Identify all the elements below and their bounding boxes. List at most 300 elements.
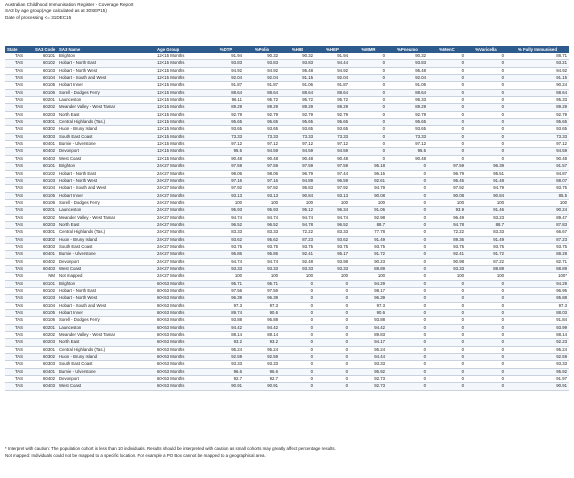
cell-sa3-code: 60103: [33, 177, 57, 184]
cell-varicella: 0: [466, 89, 506, 96]
cell-sa3-code: 60106: [33, 199, 57, 206]
cell-sa3-code: 60103: [33, 295, 57, 302]
cell-pneumo: 95.5: [387, 148, 428, 155]
cell-varicella: 0: [466, 148, 506, 155]
cell-mmr: 94.17: [350, 339, 387, 346]
cell-state: TAS: [5, 89, 33, 96]
cell-polio: 95.71: [244, 280, 280, 287]
cell-sa3-code: 60402: [33, 258, 57, 265]
cell-hep: 83.33: [315, 229, 350, 236]
cell-state: TAS: [5, 361, 33, 368]
cell-state: TAS: [5, 339, 33, 346]
cell-sa3-name: North East: [57, 111, 155, 118]
cell-dtp: 94.74: [208, 214, 244, 221]
cell-fully-immunised: 95.24: [506, 346, 569, 353]
cell-hib: 94.89: [280, 177, 315, 184]
cell-fully-immunised: 93.75: [506, 243, 569, 250]
cell-dtp: 93.33: [208, 361, 244, 368]
cell-sa3-code: 60203: [33, 339, 57, 346]
cell-sa3-code: 60202: [33, 104, 57, 111]
cell-sa3-code: 60401: [33, 141, 57, 148]
cell-polio: 93.33: [244, 361, 280, 368]
cell-pneumo: 90.32: [387, 53, 428, 60]
cell-hep: 0: [315, 310, 350, 317]
cell-state: TAS: [5, 214, 33, 221]
cell-varicella: 0: [466, 324, 506, 331]
cell-hep: 97.92: [315, 185, 350, 192]
cell-sa3-name: Sorell - Dodges Ferry: [57, 199, 155, 206]
cell-polio: 93.65: [244, 126, 280, 133]
cell-polio: 93.75: [244, 243, 280, 250]
cell-hep: 94.92: [315, 67, 350, 74]
cell-polio: 97.3: [244, 302, 280, 309]
table-row: [5, 376, 569, 383]
cell-sa3-name: Central Highlands (Tas.): [57, 229, 155, 236]
cell-fully-immunised: 88.28: [506, 251, 569, 258]
table-row: [5, 368, 569, 375]
cell-dtp: 95.5: [208, 148, 244, 155]
cell-age-group: 12<15 Months: [155, 133, 208, 140]
cell-menc: 100: [428, 199, 466, 206]
cell-pneumo: 95.65: [387, 119, 428, 126]
cell-sa3-code: 60106: [33, 89, 57, 96]
cell-mmr: 95.18: [350, 163, 387, 170]
cell-fully-immunised: 100*: [506, 273, 569, 280]
cell-polio: 95.24: [244, 346, 280, 353]
cell-dtp: 97.12: [208, 141, 244, 148]
cell-mmr: 95.24: [350, 346, 387, 353]
cell-hep: 0: [315, 383, 350, 390]
cell-hep: 93.33: [315, 265, 350, 272]
cell-fully-immunised: 92.23: [506, 339, 569, 346]
cell-polio: 92.59: [244, 354, 280, 361]
cell-polio: 89.29: [244, 104, 280, 111]
col-header-sa3-name: SA3 Name: [57, 46, 155, 53]
cell-age-group: 12<15 Months: [155, 155, 208, 162]
cell-age-group: 60<63 Months: [155, 376, 208, 383]
cell-hep: 91.87: [315, 82, 350, 89]
cell-varicella: 0: [466, 310, 506, 317]
cell-state: TAS: [5, 288, 33, 295]
report-header: [5, 2, 133, 21]
table-row: [5, 317, 569, 324]
cell-fully-immunised: 89.29: [506, 104, 569, 111]
cell-state: TAS: [5, 67, 33, 74]
cell-sa3-code: 60202: [33, 214, 57, 221]
cell-dtp: 98.06: [208, 170, 244, 177]
cell-hep: 97.44: [315, 170, 350, 177]
cell-age-group: 60<63 Months: [155, 346, 208, 353]
cell-state: TAS: [5, 302, 33, 309]
cell-varicella: 93.23: [466, 214, 506, 221]
cell-fully-immunised: 95.65: [506, 119, 569, 126]
cell-sa3-name: West Coast: [57, 383, 155, 390]
cell-sa3-code: 60201: [33, 97, 57, 104]
cell-fully-immunised: 82.71: [506, 258, 569, 265]
cell-state: TAS: [5, 82, 33, 89]
cell-fully-immunised: 88.03: [506, 310, 569, 317]
cell-menc: 0: [428, 82, 466, 89]
cell-hib: 72.22: [280, 229, 315, 236]
report-title: Australian Childhood Immunisation Register - Coverage Report: [5, 2, 134, 7]
table-row: [5, 163, 569, 170]
cell-mmr: 0: [350, 141, 387, 148]
cell-varicella: 100: [466, 273, 506, 280]
cell-dtp: 93.62: [208, 236, 244, 243]
cell-polio: 94.59: [244, 148, 280, 155]
cell-fully-immunised: 88.64: [506, 89, 569, 96]
cell-state: TAS: [5, 310, 33, 317]
cell-sa3-code: 60102: [33, 288, 57, 295]
cell-age-group: 24<27 Months: [155, 251, 208, 258]
cell-state: TAS: [5, 133, 33, 140]
table-row: [5, 133, 569, 140]
cell-age-group: 24<27 Months: [155, 185, 208, 192]
table-row: [5, 192, 569, 199]
cell-menc: 0: [428, 67, 466, 74]
cell-pneumo: 0: [387, 258, 428, 265]
cell-menc: 96.79: [428, 170, 466, 177]
cell-fully-immunised: 92.79: [506, 111, 569, 118]
cell-hep: 0: [315, 302, 350, 309]
cell-fully-immunised: 94.87: [506, 170, 569, 177]
cell-dtp: 97.16: [208, 177, 244, 184]
cell-mmr: 91.49: [350, 236, 387, 243]
cell-dtp: 95.86: [208, 251, 244, 258]
cell-state: TAS: [5, 229, 33, 236]
cell-fully-immunised: 93.65: [506, 126, 569, 133]
cell-menc: 0: [428, 148, 466, 155]
table-row: [5, 354, 569, 361]
cell-polio: 97.16: [244, 177, 280, 184]
cell-dtp: 93.13: [208, 192, 244, 199]
cell-pneumo: 90.48: [387, 155, 428, 162]
cell-hep: 93.75: [315, 243, 350, 250]
cell-sa3-name: Burnie - Ulverstone: [57, 368, 155, 375]
cell-mmr: 0: [350, 148, 387, 155]
cell-varicella: 0: [466, 376, 506, 383]
cell-fully-immunised: 87.83: [506, 221, 569, 228]
cell-polio: 92.7: [244, 376, 280, 383]
cell-hib: 0: [280, 368, 315, 375]
cell-hib: 0: [280, 324, 315, 331]
cell-polio: 88.14: [244, 332, 280, 339]
cell-dtp: 92.04: [208, 75, 244, 82]
cell-fully-immunised: 91.15: [506, 75, 569, 82]
cell-dtp: 94.92: [208, 67, 244, 74]
cell-fully-immunised: 88.14: [506, 332, 569, 339]
cell-mmr: 77.78: [350, 229, 387, 236]
cell-sa3-name: Hobart Inner: [57, 310, 155, 317]
cell-sa3-name: South East Coast: [57, 361, 155, 368]
cell-sa3-name: Hobart - North West: [57, 67, 155, 74]
cell-menc: 0: [428, 295, 466, 302]
cell-age-group: 24<27 Months: [155, 229, 208, 236]
cell-state: TAS: [5, 317, 33, 324]
cell-sa3-name: Meander Valley - West Tamar: [57, 214, 155, 221]
cell-hep: 0: [315, 361, 350, 368]
cell-state: TAS: [5, 170, 33, 177]
col-header-state: State: [5, 46, 33, 53]
cell-hep: 88.64: [315, 89, 350, 96]
cell-age-group: 12<15 Months: [155, 141, 208, 148]
cell-dtp: 96.6: [208, 368, 244, 375]
cell-state: TAS: [5, 207, 33, 214]
cell-varicella: 0: [466, 295, 506, 302]
cell-fully-immunised: 96.95: [506, 288, 569, 295]
cell-menc: 0: [428, 332, 466, 339]
cell-hib: 0: [280, 310, 315, 317]
cell-varicella: 0: [466, 133, 506, 140]
table-row: [5, 280, 569, 287]
cell-hep: 91.94: [315, 53, 350, 60]
cell-dtp: 94.42: [208, 324, 244, 331]
cell-dtp: 95.93: [208, 207, 244, 214]
cell-fully-immunised: 94.29: [506, 280, 569, 287]
cell-hib: 90.48: [280, 155, 315, 162]
cell-polio: 92.79: [244, 111, 280, 118]
cell-pneumo: 0: [387, 170, 428, 177]
cell-polio: 94.92: [244, 67, 280, 74]
cell-hib: 88.64: [280, 89, 315, 96]
cell-pneumo: 88.64: [387, 89, 428, 96]
cell-varicella: 88.89: [466, 265, 506, 272]
cell-dtp: 93.88: [208, 317, 244, 324]
cell-fully-immunised: 90.48: [506, 155, 569, 162]
cell-polio: 92.04: [244, 75, 280, 82]
cell-varicella: 0: [466, 317, 506, 324]
cell-age-group: 60<63 Months: [155, 302, 208, 309]
cell-varicella: 90.84: [466, 192, 506, 199]
cell-varicella: 0: [466, 332, 506, 339]
cell-mmr: 100: [350, 199, 387, 206]
cell-varicella: 0: [466, 368, 506, 375]
cell-fully-immunised: 93.75: [506, 185, 569, 192]
col-header-fully-immunised: % Fully Immunised: [506, 46, 569, 53]
cell-hib: 90.32: [280, 53, 315, 60]
cell-sa3-code: 60105: [33, 82, 57, 89]
cell-age-group: 24<27 Months: [155, 207, 208, 214]
cell-hib: 0: [280, 383, 315, 390]
cell-varicella: 0: [466, 53, 506, 60]
cell-pneumo: 0: [387, 236, 428, 243]
cell-dtp: 96.52: [208, 221, 244, 228]
cell-fully-immunised: 91.97: [506, 376, 569, 383]
cell-polio: 93.13: [244, 192, 280, 199]
cell-varicella: 0: [466, 288, 506, 295]
cell-polio: 98.06: [244, 170, 280, 177]
cell-polio: 90.48: [244, 155, 280, 162]
cell-state: TAS: [5, 60, 33, 67]
cell-sa3-name: Huon - Bruny Island: [57, 126, 155, 133]
cell-hep: 95.17: [315, 251, 350, 258]
cell-age-group: 24<27 Months: [155, 221, 208, 228]
cell-dtp: 97.56: [208, 288, 244, 295]
cell-hib: 94.59: [280, 148, 315, 155]
cell-pneumo: 95.33: [387, 97, 428, 104]
cell-sa3-code: NM: [33, 273, 57, 280]
table-row: [5, 104, 569, 111]
cell-polio: 95.93: [244, 207, 280, 214]
cell-sa3-name: Sorell - Dodges Ferry: [57, 317, 155, 324]
cell-polio: 96.52: [244, 221, 280, 228]
cell-dtp: 97.3: [208, 302, 244, 309]
cell-polio: 95.86: [244, 251, 280, 258]
table-row: [5, 119, 569, 126]
cell-sa3-name: Hobart Inner: [57, 82, 155, 89]
cell-sa3-name: Launceston: [57, 97, 155, 104]
cell-polio: 94.74: [244, 258, 280, 265]
col-header-hep: %HEP: [315, 46, 350, 53]
cell-sa3-name: Devonport: [57, 376, 155, 383]
cell-menc: 0: [428, 368, 466, 375]
cell-sa3-code: 60201: [33, 207, 57, 214]
cell-menc: 0: [428, 280, 466, 287]
cell-varicella: 0: [466, 155, 506, 162]
cell-sa3-code: 60202: [33, 332, 57, 339]
cell-sa3-code: 60104: [33, 185, 57, 192]
cell-polio: 93.33: [244, 265, 280, 272]
cell-age-group: 24<27 Months: [155, 163, 208, 170]
cell-hib: 93.75: [280, 243, 315, 250]
col-header-dtp: %DTP: [208, 46, 244, 53]
cell-menc: 0: [428, 317, 466, 324]
col-header-hib: %HIB: [280, 46, 315, 53]
cell-hep: 0: [315, 280, 350, 287]
cell-menc: 97.59: [428, 163, 466, 170]
cell-dtp: 90.48: [208, 155, 244, 162]
cell-menc: 0: [428, 376, 466, 383]
table-row: [5, 236, 569, 243]
cell-sa3-name: Hobart - North East: [57, 288, 155, 295]
cell-mmr: 91.72: [350, 251, 387, 258]
cell-varicella: 0: [466, 67, 506, 74]
cell-age-group: 24<27 Months: [155, 236, 208, 243]
table-row: [5, 148, 569, 155]
cell-age-group: 24<27 Months: [155, 258, 208, 265]
cell-age-group: 60<63 Months: [155, 295, 208, 302]
cell-fully-immunised: 95.33: [506, 97, 569, 104]
cell-age-group: 24<27 Months: [155, 199, 208, 206]
cell-mmr: 93.75: [350, 243, 387, 250]
cell-age-group: 60<63 Months: [155, 324, 208, 331]
cell-mmr: 0: [350, 155, 387, 162]
cell-sa3-code: 60303: [33, 361, 57, 368]
cell-age-group: 60<63 Months: [155, 361, 208, 368]
cell-hep: 93.62: [315, 236, 350, 243]
cell-varicella: 0: [466, 126, 506, 133]
cell-mmr: 98.17: [350, 288, 387, 295]
cell-polio: 97.56: [244, 288, 280, 295]
cell-polio: 93.83: [244, 60, 280, 67]
cell-state: TAS: [5, 119, 33, 126]
cell-polio: 96.6: [244, 368, 280, 375]
cell-sa3-code: 60403: [33, 265, 57, 272]
cell-sa3-code: 60301: [33, 119, 57, 126]
cell-fully-immunised: 89.47: [506, 214, 569, 221]
cell-sa3-code: 60104: [33, 302, 57, 309]
cell-sa3-name: West Coast: [57, 265, 155, 272]
cell-pneumo: 0: [387, 185, 428, 192]
cell-sa3-name: Meander Valley - West Tamar: [57, 332, 155, 339]
cell-sa3-code: 60303: [33, 243, 57, 250]
report-subtitle: SA3 by age group(Age calculated as at 30SEP15): [5, 8, 107, 14]
cell-varicella: 0: [466, 302, 506, 309]
cell-polio: 96.39: [244, 295, 280, 302]
cell-hep: 100: [315, 273, 350, 280]
cell-hep: 0: [315, 376, 350, 383]
cell-age-group: 12<15 Months: [155, 111, 208, 118]
cell-hep: 0: [315, 324, 350, 331]
col-header-menc: %MenC: [428, 46, 466, 53]
cell-fully-immunised: 100: [506, 199, 569, 206]
cell-varicella: 87.22: [466, 258, 506, 265]
cell-hep: 100: [315, 199, 350, 206]
cell-fully-immunised: 95.88: [506, 295, 569, 302]
cell-pneumo: 97.12: [387, 141, 428, 148]
cell-state: TAS: [5, 258, 33, 265]
cell-mmr: 94.29: [350, 280, 387, 287]
col-header-polio: %Polio: [244, 46, 280, 53]
cell-mmr: 0: [350, 89, 387, 96]
cell-dtp: 96.39: [208, 295, 244, 302]
cell-sa3-name: Hobart - South and West: [57, 302, 155, 309]
cell-mmr: 96.39: [350, 295, 387, 302]
cell-hib: 91.15: [280, 75, 315, 82]
cell-sa3-name: Burnie - Ulverstone: [57, 141, 155, 148]
cell-mmr: 90.6: [350, 310, 387, 317]
cell-state: TAS: [5, 354, 33, 361]
cell-varicella: 0: [466, 104, 506, 111]
cell-age-group: 12<15 Months: [155, 67, 208, 74]
cell-hib: 0: [280, 346, 315, 353]
cell-sa3-code: 60302: [33, 236, 57, 243]
table-row: [5, 324, 569, 331]
cell-state: TAS: [5, 324, 33, 331]
cell-polio: 91.87: [244, 82, 280, 89]
cell-mmr: 88.7: [350, 221, 387, 228]
table-row: [5, 67, 569, 74]
processing-date: Date of processing <= 31DEC15: [5, 14, 72, 20]
cell-pneumo: 73.33: [387, 133, 428, 140]
cell-polio: 90.32: [244, 53, 280, 60]
cell-varicella: 0: [466, 361, 506, 368]
cell-hep: 94.74: [315, 214, 350, 221]
cell-mmr: 0: [350, 53, 387, 60]
cell-hib: 94.78: [280, 221, 315, 228]
cell-state: TAS: [5, 265, 33, 272]
cell-varicella: 83.33: [466, 229, 506, 236]
table-row: [5, 302, 569, 309]
cell-mmr: 90.08: [350, 192, 387, 199]
cell-fully-immunised: 93.21: [506, 60, 569, 67]
cell-fully-immunised: 87.23: [506, 236, 569, 243]
coverage-table: [5, 46, 569, 391]
cell-hib: 0: [280, 280, 315, 287]
cell-sa3-name: Meander Valley - West Tamar: [57, 104, 155, 111]
cell-sa3-name: Burnie - Ulverstone: [57, 251, 155, 258]
cell-hib: 95.12: [280, 207, 315, 214]
cell-varicella: 96.39: [466, 163, 506, 170]
cell-pneumo: 0: [387, 302, 428, 309]
cell-hib: 87.23: [280, 236, 315, 243]
cell-age-group: 12<15 Months: [155, 75, 208, 82]
cell-sa3-name: Hobart - North West: [57, 177, 155, 184]
cell-sa3-name: Hobart - South and West: [57, 75, 155, 82]
cell-mmr: 94.79: [350, 185, 387, 192]
cell-sa3-code: 60401: [33, 251, 57, 258]
cell-sa3-code: 60303: [33, 133, 57, 140]
